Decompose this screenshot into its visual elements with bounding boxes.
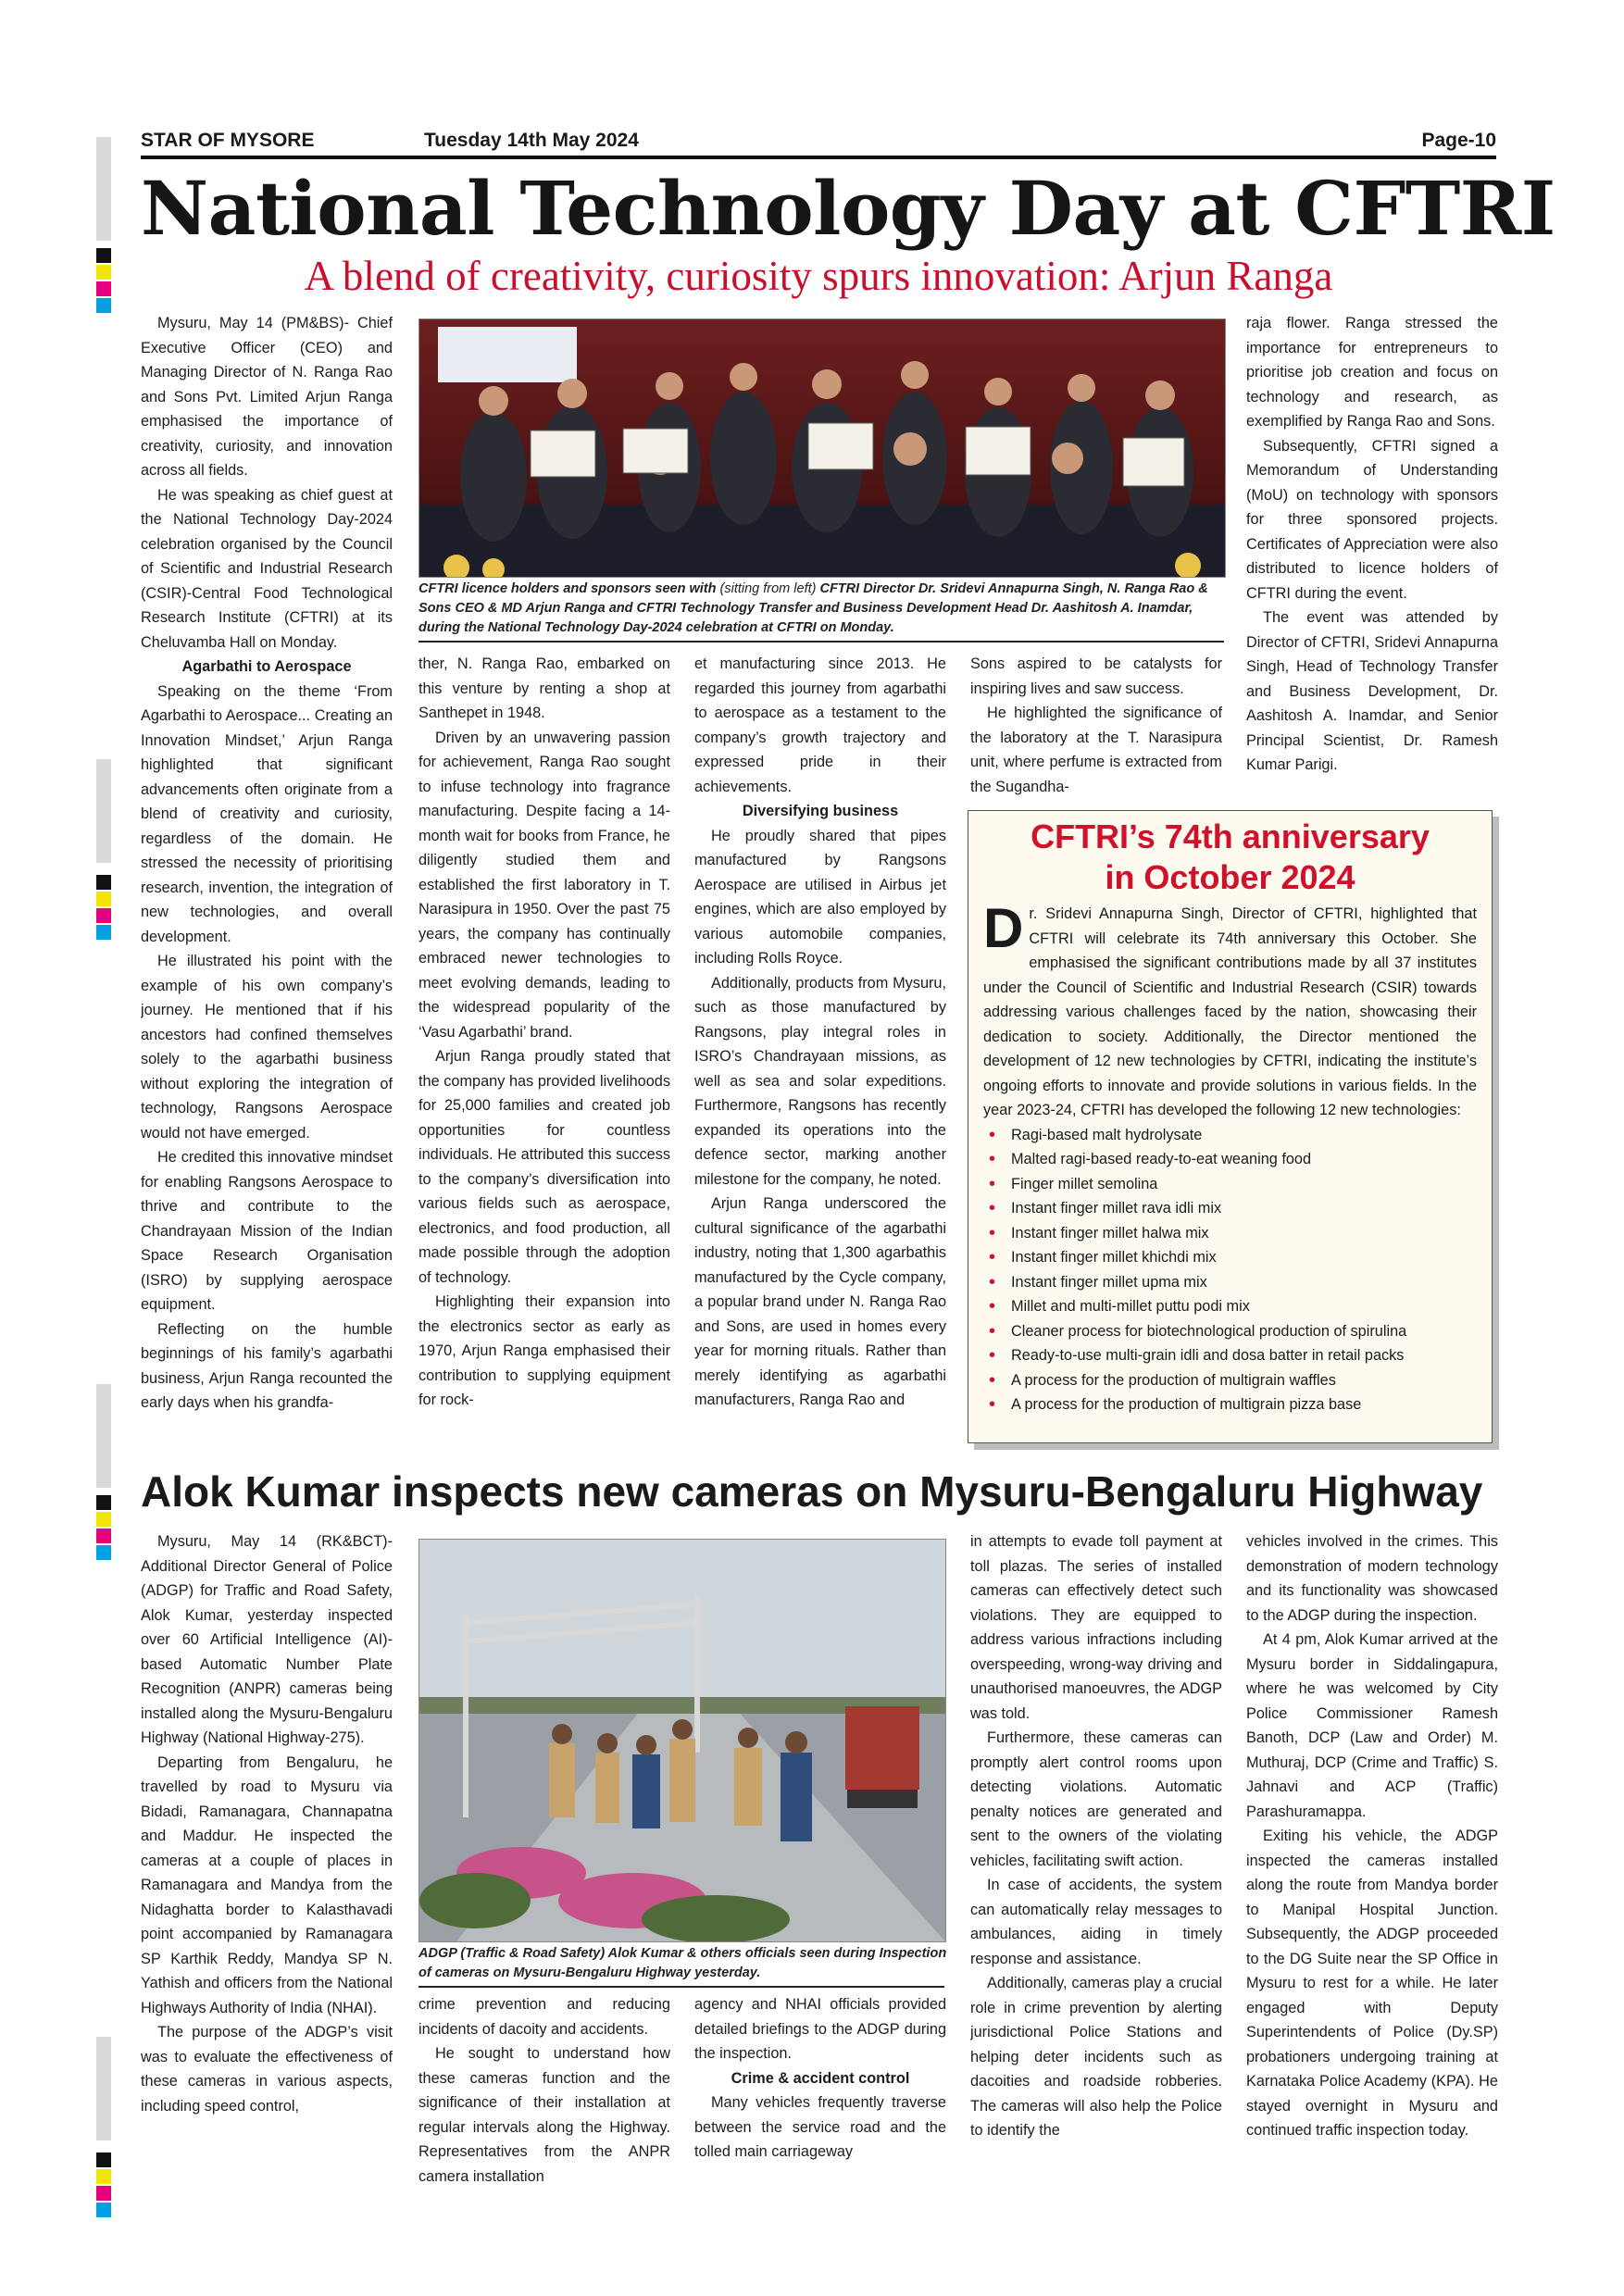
list-item-label: A process for the production of multigrain waffles xyxy=(1011,1371,1336,1389)
list-item-label: Cleaner process for biotechnological production of spirulina xyxy=(1011,1322,1407,1340)
paragraph: He highlighted the significance of the laboratory at the T. Narasipura unit, where perfume is extracted from the Sugandha- xyxy=(970,705,1222,795)
bullet-icon: • xyxy=(989,1296,996,1316)
paragraph: agency and NHAI officials provided detailed briefings to the ADGP during the inspection. xyxy=(694,1996,946,2062)
section-subheading: Crime & accident control xyxy=(731,2069,910,2087)
article-column xyxy=(1246,311,1498,804)
caption-rule xyxy=(418,1986,944,1988)
article-subhead: A blend of creativity, curiosity spurs innovation: Arjun Ranga xyxy=(304,253,1333,299)
article-column xyxy=(970,652,1222,800)
article-column xyxy=(141,311,393,1441)
highway-photo-image xyxy=(419,1540,945,1941)
article-column xyxy=(694,652,946,1441)
registration-swatch xyxy=(96,925,111,940)
paragraph: The purpose of the ADGP’s visit was to evaluate the effectiveness of these cameras in various aspects, including speed control, xyxy=(141,2024,393,2115)
paragraph: He credited this innovative mindset for enabling Rangsons Aerospace to thrive and contribute to the Chandrayaan Mission of the Indian Space Research Organisation (ISRO) by supplying aerospace equipment. xyxy=(141,1149,393,1313)
caption-text: (sitting from left) xyxy=(719,581,817,596)
registration-bar xyxy=(96,2037,111,2140)
bullet-icon: • xyxy=(989,1124,996,1145)
registration-swatch xyxy=(96,908,111,923)
bullet-icon: • xyxy=(989,1198,996,1218)
paragraph: Sons aspired to be catalysts for inspiring lives and saw success. xyxy=(970,655,1222,697)
photo-caption xyxy=(418,580,1229,638)
registration-swatch xyxy=(96,875,111,890)
article-column xyxy=(141,1529,393,2187)
list-item xyxy=(983,1392,1477,1417)
issue-date: Tuesday 14th May 2024 xyxy=(424,130,639,151)
registration-bar xyxy=(96,1384,111,1488)
article-column xyxy=(418,1992,670,2187)
event-photo xyxy=(418,318,1226,578)
drop-cap: D xyxy=(983,897,1024,959)
list-item xyxy=(983,1147,1477,1172)
list-item-label: Instant finger millet halwa mix xyxy=(1011,1224,1209,1242)
list-item xyxy=(983,1245,1477,1270)
bullet-icon: • xyxy=(989,1247,996,1267)
list-item xyxy=(983,1294,1477,1319)
list-item xyxy=(983,1172,1477,1197)
bullet-icon: • xyxy=(989,1369,996,1391)
box-intro: r. Sridevi Annapurna Singh, Director of CFTRI, highlighted that CFTRI will celebrate its 74th anniversary this October. She emphasised the significant contributions made by all 37 institutes under the Council of Scientific and Industrial Research (CSIR) towards addressing various challenges faced by the nation, showcasing their dedication to society. Additionally, the Director mentioned the development of 12 new technologies by CFTRI, indicating the institute’s ongoing efforts to innovate and provide solutions in various fields. In the year 2023-24, CFTRI has developed the following 12 new technologies: xyxy=(983,905,1477,1118)
paragraph: Many vehicles frequently traverse between the service road and the tolled main carriageway xyxy=(694,2094,946,2160)
list-item-label: A process for the production of multigrain pizza base xyxy=(1011,1396,1362,1413)
registration-bar xyxy=(96,759,111,863)
paragraph: in attempts to evade toll payment at toll plazas. The series of installed cameras can effectively detect such violations. They are equipped to address various infractions including overspeeding, wrong-way driving and unauthorised manoeuvres, the ADGP was told. xyxy=(970,1533,1222,1722)
list-item-label: Instant finger millet rava idli mix xyxy=(1011,1200,1222,1217)
registration-swatch xyxy=(96,2186,111,2201)
photo-caption: ADGP (Traffic & Road Safety) Alok Kumar & others officials seen during Inspection of cameras on Mysuru-Bengaluru Highway yesterday. xyxy=(418,1946,947,1980)
list-item-label: Millet and multi-millet puttu podi mix xyxy=(1011,1298,1250,1315)
list-item-label: Ready-to-use multi-grain idli and dosa batter in retail packs xyxy=(1011,1347,1405,1364)
paragraph: Speaking on the theme ‘From Agarbathi to Aerospace... Creating an Innovation Mindset,’ Arjun Ranga highlighted that significant advancements often originate from a blend of creativity and curiosity, regardless of the domain. He stressed the necessity of prioritising research, invention, the integration of new technologies, and overall development. xyxy=(141,682,393,945)
registration-swatch xyxy=(96,1512,111,1527)
paragraph: He sought to understand how these cameras function and the significance of their installation at regular intervals along the Highway. Representatives from the ANPR camera installation xyxy=(418,2045,670,2185)
paragraph: Additionally, products from Mysuru, such as those manufactured by Rangsons, play integral roles in ISRO’s Chandrayaan missions, as well as sea and solar expeditions. Furthermore, Rangsons has recently expanded its operations into the defence sector, marking another milestone for the company, he noted. xyxy=(694,974,946,1188)
list-item xyxy=(983,1270,1477,1295)
list-item xyxy=(983,1196,1477,1221)
box-title xyxy=(968,817,1492,898)
registration-swatch xyxy=(96,2169,111,2184)
bullet-icon: • xyxy=(989,1394,996,1415)
caption-rule xyxy=(418,641,1224,643)
bullet-icon: • xyxy=(989,1149,996,1169)
article-column xyxy=(418,652,670,1441)
list-item-label: Malted ragi-based ready-to-eat weaning food xyxy=(1011,1151,1312,1167)
registration-swatch xyxy=(96,2202,111,2217)
box-body xyxy=(983,897,1477,1417)
paragraph: He was speaking as chief guest at the National Technology Day-2024 celebration organised by the Council of Scientific and Industrial Research (CSIR)-Central Food Technological Research Institute (CFTRI) at its Cheluvamba Hall on Monday. xyxy=(141,486,393,651)
box-title-line: CFTRI’s 74th anniversary xyxy=(1031,817,1430,855)
bullet-icon: • xyxy=(989,1222,996,1243)
list-item-label: Ragi-based malt hydrolysate xyxy=(1011,1126,1203,1143)
section-subheading: Diversifying business xyxy=(742,803,899,819)
paragraph: Subsequently, CFTRI signed a Memorandum of Understanding (MoU) on technology with sponsors for three sponsored projects. Certificates of Appreciation were also distributed to licence holders of CFTRI during the event. xyxy=(1246,437,1498,602)
list-item-label: Instant finger millet khichdi mix xyxy=(1011,1249,1217,1266)
registration-swatch xyxy=(96,281,111,296)
paragraph: Departing from Bengaluru, he travelled by road to Mysuru via Bidadi, Ramanagara, Channapatna and Maddur. He inspected the cameras at a couple of places in Ramanagara and Mandya from the Nidaghatta border to Kalasthavadi point accompanied by Ramanagara SP Karthik Reddy, Mandya SP N. Yathish and officers from the National Highways Authority of India (NHAI). xyxy=(141,1753,393,2016)
page-number: Page-10 xyxy=(1421,130,1496,151)
article-column xyxy=(694,1992,946,2187)
list-item-label: Finger millet semolina xyxy=(1011,1175,1158,1192)
paragraph: et manufacturing since 2013. He regarded this journey from agarbathi to aerospace as a testament to the company’s growth trajectory and expressed pride in their achievements. xyxy=(694,655,946,795)
paragraph: Arjun Ranga underscored the cultural significance of the agarbathi industry, noting that 1,300 agarbathis manufactured by the Cycle company, a popular brand under N. Ranga Rao and Sons, are used in homes every year for morning rituals. Rather than merely identifying as agarbathi manufacturers, Ranga Rao and xyxy=(694,1195,946,1408)
box-title-line: in October 2024 xyxy=(1105,858,1355,896)
caption-text: CFTRI Director Dr. Sridevi Annapurna Singh, N. Ranga Rao & Sons CEO & MD Arjun Ranga and CFTRI Technology Transfer and Business Development Head Dr. Aashitosh A. Inamdar, during the National Technology Day-2024 celebration at CFTRI on Monday. xyxy=(418,581,1208,635)
registration-swatch xyxy=(96,248,111,263)
paragraph: Highlighting their expansion into the electronics sector as early as 1970, Arjun Ranga emphasised their contribution to supplying equipment for rock- xyxy=(418,1293,670,1408)
list-item xyxy=(983,1343,1477,1368)
paragraph: vehicles involved in the crimes. This demonstration of modern technology and its functionality was showcased to the ADGP during the inspection. xyxy=(1246,1533,1498,1624)
technology-list xyxy=(983,1123,1477,1417)
paragraph: Mysuru, May 14 (PM&BS)- Chief Executive Officer (CEO) and Managing Director of N. Ranga Rao and Sons Pvt. Limited Arjun Ranga emphasised the importance of creativity, curiosity, and innovation across all fields. xyxy=(141,315,393,479)
paper-name: STAR OF MYSORE xyxy=(141,130,315,151)
paragraph: Furthermore, these cameras can promptly alert control rooms upon detecting violations. Automatic penalty notices are generated and sent to the owners of the violating vehicles, facilitating swift action. xyxy=(970,1729,1222,1869)
article-column xyxy=(970,1529,1222,2187)
highway-photo xyxy=(418,1539,946,1942)
paragraph: Exiting his vehicle, the ADGP inspected the cameras installed along the route from Mandya border to Manipal Hospital Junction. Subsequently, the ADGP proceeded to the DG Suite near the SP Office in Mysuru to rest for a while. He later engaged with Deputy Superintendents of Police (Dy.SP) probationers undergoing training at Karnataka Police Academy (KPA). He stayed overnight in Mysuru and continued traffic inspection today. xyxy=(1246,1828,1498,2139)
paragraph: Reflecting on the humble beginnings of his family’s agarbathi business, Arjun Ranga recounted the early days when his grandfa- xyxy=(141,1320,393,1411)
bullet-icon: • xyxy=(989,1345,996,1366)
paragraph: In case of accidents, the system can automatically relay messages to ambulances, aiding in timely response and assistance. xyxy=(970,1877,1222,1967)
article-headline: National Technology Day at CFTRI xyxy=(141,165,1555,252)
bullet-icon: • xyxy=(989,1271,996,1292)
article-headline: Alok Kumar inspects new cameras on Mysuru-Bengaluru Highway xyxy=(141,1467,1483,1516)
caption-text: CFTRI licence holders and sponsors seen with xyxy=(418,581,720,596)
list-item xyxy=(983,1319,1477,1344)
paragraph: He proudly shared that pipes manufactured by Rangsons Aerospace are utilised in Airbus jet engines, which are also employed by various automobile companies, including Rolls Royce. xyxy=(694,827,946,967)
registration-swatch xyxy=(96,1495,111,1510)
paragraph: Arjun Ranga proudly stated that the company has provided livelihoods for 25,000 families and created job opportunities for countless individuals. He attributed this success to the company’s diversification into various fields such as aerospace, electronics, and food production, all made possible through the adoption of technology. xyxy=(418,1048,670,1286)
paragraph: Driven by an unwavering passion for achievement, Ranga Rao sought to infuse technology into fragrance manufacturing. Despite facing a 14-month wait for books from France, he diligently studied them and established the first laboratory in T. Narasipura in 1950. Over the past 75 years, the company has continually embraced newer technologies to meet evolving demands, leading to the widespread popularity of the ‘Vasu Agarbathi’ brand. xyxy=(418,729,670,1041)
registration-swatch xyxy=(96,1545,111,1560)
header-rule xyxy=(141,156,1496,159)
registration-swatch xyxy=(96,892,111,906)
paragraph: He illustrated his point with the example of his own company’s journey. He mentioned that if his ancestors had confined themselves solely to the agarbathi business without exploring the integration of technology, Rangsons Aerospace would not have emerged. xyxy=(141,953,393,1142)
registration-swatch xyxy=(96,2152,111,2167)
paragraph: Additionally, cameras play a crucial role in crime prevention by alerting jurisdictional Police Stations and helping deter incidents such as dacoities and roadside robberies. The cameras will also help the Police to identify the xyxy=(970,1975,1222,2139)
paragraph: crime prevention and reducing incidents of dacoity and accidents. xyxy=(418,1996,670,2038)
paragraph: raja flower. Ranga stressed the importance for entrepreneurs to prioritise job creation and focus on technology and research, as exemplified by Ranga Rao and Sons. xyxy=(1246,315,1498,430)
anniversary-box xyxy=(968,810,1493,1443)
paragraph: At 4 pm, Alok Kumar arrived at the Mysuru border in Siddalingapura, where he was welcomed by City Police Commissioner Ramesh Banoth, DCP (Law and Order) M. Muthuraj, DCP (Crime and Traffic) S. Jahnavi and ACP (Traffic) Parashuramappa. xyxy=(1246,1631,1498,1820)
registration-swatch xyxy=(96,1529,111,1543)
paragraph: ther, N. Ranga Rao, embarked on this venture by renting a shop at Santhepet in 1948. xyxy=(418,655,670,721)
paragraph: The event was attended by Director of CFTRI, Sridevi Annapurna Singh, Head of Technology Transfer and Business Development, Dr. Aashitosh A. Inamdar, and Senior Principal Scientist, Dr. Ramesh Kumar Parigi. xyxy=(1246,609,1498,773)
bullet-icon: • xyxy=(989,1320,996,1341)
article-column xyxy=(1246,1529,1498,2187)
list-item xyxy=(983,1221,1477,1246)
event-photo-image xyxy=(419,319,1225,577)
registration-bar xyxy=(96,137,111,241)
paragraph: Mysuru, May 14 (RK&BCT)- Additional Director General of Police (ADGP) for Traffic and Road Safety, Alok Kumar, yesterday inspected over 60 Artificial Intelligence (AI)-based Automatic Number Plate Recognition (ANPR) cameras being installed along the Mysuru-Bengaluru Highway (National Highway-275). xyxy=(141,1533,393,1746)
list-item xyxy=(983,1368,1477,1393)
list-item-label: Instant finger millet upma mix xyxy=(1011,1273,1207,1291)
list-item xyxy=(983,1123,1477,1148)
registration-swatch xyxy=(96,265,111,280)
section-subheading: Agarbathi to Aerospace xyxy=(181,658,352,675)
bullet-icon: • xyxy=(989,1173,996,1194)
page-header xyxy=(141,130,1496,157)
registration-swatch xyxy=(96,298,111,313)
